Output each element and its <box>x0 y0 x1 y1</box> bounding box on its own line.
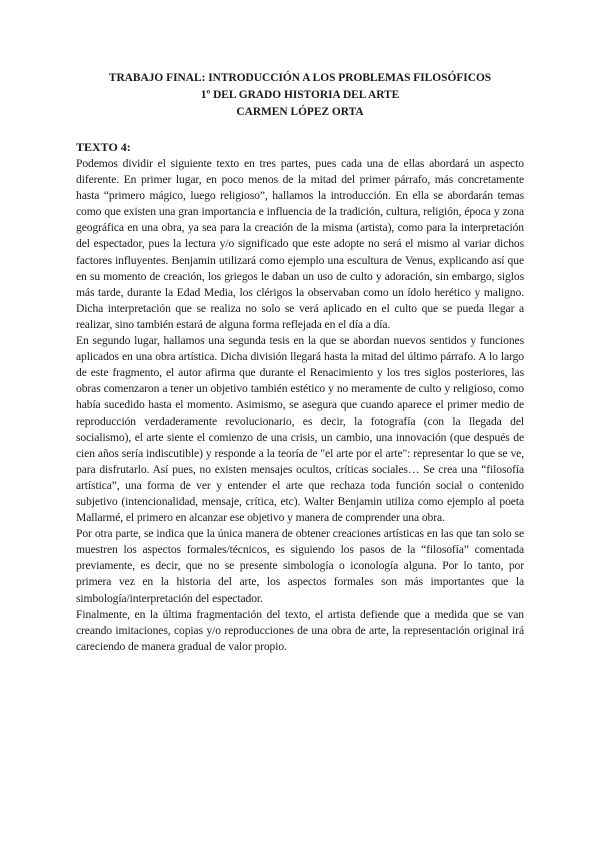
document-body <box>76 156 524 655</box>
header-course: 1º DEL GRADO HISTORIA DEL ARTE <box>200 89 400 101</box>
paragraph-conclusion: Finalmente, en la última fragmentación del texto, el artista defiende que a medida que se van creando imitaciones, copias y/o reproducciones de una obra de arte, la representación original irá careciendo de manera gradual de valor propio. <box>76 607 524 653</box>
paragraph-second-thesis: En segundo lugar, hallamos una segunda tesis en la que se abordan nuevos sentidos y funciones aplicados en una obra artística. Dicha división llegará hasta la mitad del último párrafo. A lo largo de este fragmento, el autor afirma que durante el Renacimiento y los tres siglos posteriores, las obras comenzaron a tener un objetivo también estético y no meramente de culto y religioso, como había sucedido hasta el momento. Asimismo, se asegura que cuando aparece el primer medio de reproducción verdaderamente revolucionario, es decir, la fotografía (con la llegada del socialismo), el arte siente el comienzo de una crisis, un cambio, una innovación (que después de cien años sería indiscutible) y responde a la teoría de "el arte por el arte": representar lo que se ve, para disfrutarlo. Así pues, no existen mensajes ocultos, críticas sociales… Se crea una “filosofía artística”, una forma de ver y entender el arte que rechaza toda función social o contenido subjetivo (intencionalidad, mensaje, crítica, etc). Walter Benjamin utiliza como ejemplo al poeta Mallarmé, el primero en alcanzar ese objetivo y manera de comprender una obra. <box>76 334 524 525</box>
paragraph-formal-aspects: Por otra parte, se indica que la única manera de obtener creaciones artísticas en las que tan solo se muestren los aspectos formales/técnicos, es siguiendo los pasos de la “filosofía” comentada previamente, es decir, que no se presente simbología o iconología alguna. Por lo tanto, por primera vez en la historia del arte, los aspectos formales son más importantes que la simbología/interpretación del espectador. <box>76 527 524 605</box>
header-title: TRABAJO FINAL: INTRODUCCIÓN A LOS PROBLEMAS FILOSÓFICOS <box>108 72 492 84</box>
paragraph-introduction: Podemos dividir el siguiente texto en tres partes, pues cada una de ellas abordará un aspecto diferente. En primer lugar, en poco menos de la mitad del primer párrafo, más concretamente hasta “primero mágico, luego religioso”, hallamos la introducción. En ella se abordarán temas como que existen una gran importancia e influencia de la tradición, cultura, religión, época y zona geográfica en una obra, ya sea para la creación de la misma (artista), como para la interpretación del espectador, pues la lectura y/o significado que este adopte no será el mismo al variar dichos factores influyentes. Benjamin utilizará como ejemplo una escultura de Venus, explicando así que en su momento de creación, los griegos le daban un uso de culto y adoración, sin embargo, siglos más tarde, durante la Edad Media, los clérigos la observaban como un ídolo herético y maligno. Dicha interpretación que se realiza no solo se verá aplicado en el culto que se pueda llegar a realizar, sino también estará de alguna forma reflejada en el día a día. <box>76 157 524 331</box>
section-title: TEXTO 4: <box>76 140 131 154</box>
header-author: CARMEN LÓPEZ ORTA <box>236 106 364 118</box>
document-header <box>76 70 524 121</box>
